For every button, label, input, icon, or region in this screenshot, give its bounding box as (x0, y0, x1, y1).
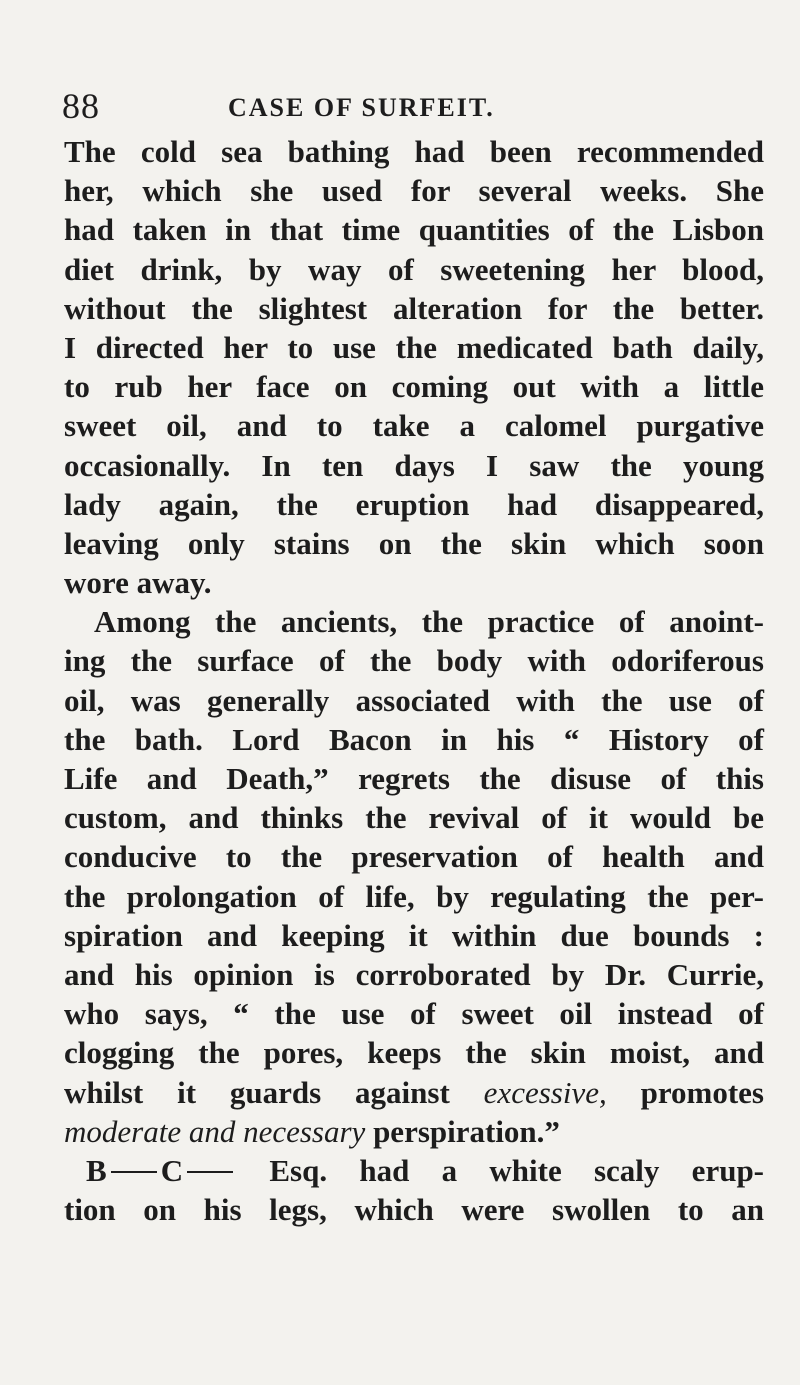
text-line: Life and Death,” regrets the disuse of this (64, 761, 764, 796)
paragraph-start-line: Among the ancients, the practice of anoint- (94, 604, 764, 640)
text-line: occasionally. In ten days I saw the young (64, 447, 764, 483)
text-line: her, which she used for several weeks. She (64, 173, 764, 209)
text-line: diet drink, by way of sweetening her blood, (64, 251, 764, 287)
text-segment: whilst it guards against (64, 1074, 450, 1110)
text-line: the bath. Lord Bacon in his “ History of (64, 721, 764, 757)
name-dash (111, 1171, 157, 1173)
page-number: 88 (62, 86, 100, 126)
initial-b: B (86, 1152, 107, 1188)
text-segment: perspiration.” (373, 1113, 560, 1149)
text-line: spiration and keeping it within due bounds : (64, 917, 764, 953)
text-line: tion on his legs, which were swollen to an (64, 1192, 764, 1228)
initial-c: C (160, 1152, 184, 1188)
text-line: and his opinion is corroborated by Dr. Currie, (64, 956, 764, 992)
text-line: who says, “ the use of sweet oil instead of (64, 996, 764, 1032)
italic-text: moderate and necessary (64, 1113, 366, 1149)
name-dash (187, 1171, 233, 1173)
text-line: oil, was generally associated with the use of (64, 682, 764, 718)
text-line: wore away. (64, 565, 212, 601)
running-title: CASE OF SURFEIT. (228, 93, 495, 122)
text-line: ing the surface of the body with odoriferous (64, 643, 764, 679)
paragraph-start-line (64, 1151, 764, 1190)
text-line: without the slightest alteration for the better. (64, 290, 764, 326)
text-line: custom, and thinks the revival of it would be (64, 800, 764, 836)
text-line: lady again, the eruption had disappeared, (64, 486, 764, 522)
text-line (64, 1073, 764, 1112)
text-line: conducive to the preservation of health and (64, 839, 764, 875)
text-line: clogging the pores, keeps the skin moist, and (64, 1035, 764, 1071)
text-line: sweet oil, and to take a calomel purgative (64, 408, 764, 444)
text-line: the prolongation of life, by regulating the per- (64, 878, 764, 914)
text-line: had taken in that time quantities of the Lisbon (64, 212, 764, 248)
text-line: The cold sea bathing had been recommended (64, 134, 764, 169)
running-head (62, 86, 752, 130)
text-line: I directed her to use the medicated bath daily, (64, 329, 764, 365)
text-segment: promotes (640, 1074, 764, 1110)
text-line (64, 1112, 764, 1151)
text-line: to rub her face on coming out with a little (64, 369, 764, 405)
text-segment: Esq. had a white scaly erup- (269, 1152, 765, 1188)
text-line: leaving only stains on the skin which soon (64, 525, 764, 561)
body-text (64, 132, 764, 1229)
italic-text: excessive, (483, 1074, 607, 1110)
